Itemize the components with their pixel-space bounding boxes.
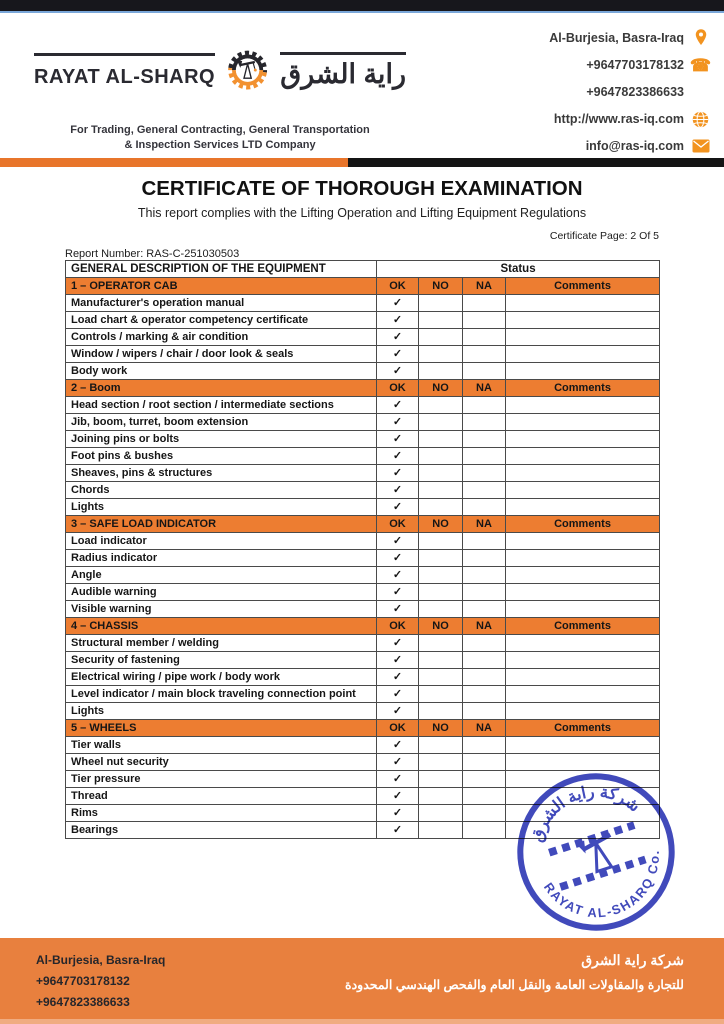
- status-column-header: NA: [463, 380, 506, 397]
- ok-check-mark: ✓: [377, 788, 419, 805]
- na-cell: [463, 737, 506, 754]
- certificate-page: Certificate Page: 2 Of 5: [549, 230, 659, 242]
- na-cell: [463, 295, 506, 312]
- no-cell: [419, 703, 463, 720]
- item-label: Wheel nut security: [66, 754, 377, 771]
- document-footer: [0, 938, 724, 1024]
- comments-cell: [506, 567, 660, 584]
- ok-check-mark: ✓: [377, 567, 419, 584]
- status-column-header: Comments: [506, 618, 660, 635]
- no-cell: [419, 754, 463, 771]
- status-column-header: NA: [463, 516, 506, 533]
- item-label: Jib, boom, turret, boom extension: [66, 414, 377, 431]
- na-cell: [463, 822, 506, 839]
- certificate-meta: [65, 230, 659, 260]
- comments-cell: [506, 584, 660, 601]
- company-tagline: [34, 123, 406, 153]
- divider-orange-bar: [0, 158, 348, 167]
- status-column-header: Comments: [506, 380, 660, 397]
- item-row: [66, 465, 660, 482]
- comments-cell: [506, 533, 660, 550]
- contact-row: [549, 56, 710, 74]
- item-label: Chords: [66, 482, 377, 499]
- no-cell: [419, 329, 463, 346]
- ok-check-mark: ✓: [377, 822, 419, 839]
- no-cell: [419, 567, 463, 584]
- contact-icon-spacer: [691, 83, 710, 102]
- item-label: Joining pins or bolts: [66, 431, 377, 448]
- comments-cell: [506, 499, 660, 516]
- comments-cell: [506, 363, 660, 380]
- na-cell: [463, 448, 506, 465]
- no-cell: [419, 635, 463, 652]
- item-row: [66, 414, 660, 431]
- na-cell: [463, 312, 506, 329]
- contact-text: +9647823386633: [586, 85, 684, 99]
- item-label: Load chart & operator competency certificate: [66, 312, 377, 329]
- no-cell: [419, 669, 463, 686]
- ok-check-mark: ✓: [377, 448, 419, 465]
- na-cell: [463, 771, 506, 788]
- comments-cell: [506, 550, 660, 567]
- item-row: [66, 567, 660, 584]
- comments-cell: [506, 295, 660, 312]
- item-row: [66, 346, 660, 363]
- ok-check-mark: ✓: [377, 686, 419, 703]
- ok-check-mark: ✓: [377, 737, 419, 754]
- no-cell: [419, 431, 463, 448]
- contact-text: Al-Burjesia, Basra-Iraq: [549, 31, 684, 45]
- item-row: [66, 397, 660, 414]
- table-header-status: Status: [377, 261, 660, 278]
- tagline-line-2: & Inspection Services LTD Company: [124, 138, 316, 151]
- document-header: [0, 13, 724, 158]
- examination-table-body: [66, 261, 660, 839]
- section-title: 1 – OPERATOR CAB: [66, 278, 377, 295]
- item-label: Controls / marking & air condition: [66, 329, 377, 346]
- ok-check-mark: ✓: [377, 414, 419, 431]
- ok-check-mark: ✓: [377, 329, 419, 346]
- status-column-header: OK: [377, 516, 419, 533]
- na-cell: [463, 550, 506, 567]
- item-row: [66, 601, 660, 618]
- item-label: Tier pressure: [66, 771, 377, 788]
- ok-check-mark: ✓: [377, 346, 419, 363]
- ok-check-mark: ✓: [377, 397, 419, 414]
- status-column-header: OK: [377, 720, 419, 737]
- comments-cell: [506, 703, 660, 720]
- na-cell: [463, 754, 506, 771]
- svg-text:RAYAT AL-SHARQ Co.: [540, 845, 678, 937]
- na-cell: [463, 703, 506, 720]
- status-column-header: NO: [419, 278, 463, 295]
- item-label: Structural member / welding: [66, 635, 377, 652]
- item-row: [66, 584, 660, 601]
- item-row: [66, 533, 660, 550]
- ok-check-mark: ✓: [377, 601, 419, 618]
- item-label: Manufacturer's operation manual: [66, 295, 377, 312]
- na-cell: [463, 499, 506, 516]
- na-cell: [463, 686, 506, 703]
- status-column-header: NO: [419, 380, 463, 397]
- item-row: [66, 737, 660, 754]
- na-cell: [463, 533, 506, 550]
- ok-check-mark: ✓: [377, 703, 419, 720]
- certificate-title: CERTIFICATE OF THOROUGH EXAMINATION: [141, 177, 583, 200]
- no-cell: [419, 346, 463, 363]
- no-cell: [419, 482, 463, 499]
- no-cell: [419, 533, 463, 550]
- section-title: 5 – WHEELS: [66, 720, 377, 737]
- status-column-header: OK: [377, 618, 419, 635]
- comments-cell: [506, 652, 660, 669]
- item-label: Window / wipers / chair / door look & seals: [66, 346, 377, 363]
- phone-icon: ☎: [689, 55, 712, 75]
- na-cell: [463, 669, 506, 686]
- item-label: Tier walls: [66, 737, 377, 754]
- item-row: [66, 431, 660, 448]
- item-label: Rims: [66, 805, 377, 822]
- envelope-icon: [691, 137, 710, 156]
- contact-row: [549, 137, 710, 155]
- contact-row: [549, 83, 710, 101]
- contact-list: [549, 19, 710, 158]
- item-row: [66, 550, 660, 567]
- contact-row: [549, 110, 710, 128]
- na-cell: [463, 363, 506, 380]
- item-label: Lights: [66, 499, 377, 516]
- na-cell: [463, 788, 506, 805]
- status-column-header: Comments: [506, 516, 660, 533]
- ok-check-mark: ✓: [377, 465, 419, 482]
- ok-check-mark: ✓: [377, 669, 419, 686]
- comments-cell: [506, 737, 660, 754]
- item-label: Radius indicator: [66, 550, 377, 567]
- section-header-row: [66, 278, 660, 295]
- no-cell: [419, 499, 463, 516]
- na-cell: [463, 584, 506, 601]
- contact-text: +9647703178132: [586, 58, 684, 72]
- no-cell: [419, 788, 463, 805]
- section-header-row: [66, 516, 660, 533]
- item-label: Bearings: [66, 822, 377, 839]
- na-cell: [463, 346, 506, 363]
- comments-cell: [506, 601, 660, 618]
- company-stamp: [510, 766, 682, 938]
- item-row: [66, 499, 660, 516]
- table-header-description: GENERAL DESCRIPTION OF THE EQUIPMENT: [66, 261, 377, 278]
- ok-check-mark: ✓: [377, 482, 419, 499]
- pumpjack-gear-logo-icon: [225, 23, 270, 119]
- na-cell: [463, 482, 506, 499]
- comments-cell: [506, 669, 660, 686]
- item-label: Foot pins & bushes: [66, 448, 377, 465]
- ok-check-mark: ✓: [377, 652, 419, 669]
- stamp-latin-text: RAYAT AL-SHARQ Co.: [540, 848, 663, 921]
- ok-check-mark: ✓: [377, 533, 419, 550]
- ok-check-mark: ✓: [377, 771, 419, 788]
- status-column-header: Comments: [506, 278, 660, 295]
- comments-cell: [506, 329, 660, 346]
- no-cell: [419, 448, 463, 465]
- section-header-row: [66, 720, 660, 737]
- no-cell: [419, 397, 463, 414]
- na-cell: [463, 567, 506, 584]
- status-column-header: OK: [377, 278, 419, 295]
- status-column-header: Comments: [506, 720, 660, 737]
- na-cell: [463, 329, 506, 346]
- na-cell: [463, 414, 506, 431]
- header-divider: [0, 158, 724, 167]
- no-cell: [419, 686, 463, 703]
- footer-services-arabic: للتجارة والمقاولات العامة والنقل العام والفحص الهندسي المحدودة: [345, 978, 684, 992]
- table-header-row: [66, 261, 660, 278]
- status-column-header: NA: [463, 720, 506, 737]
- section-title: 2 – Boom: [66, 380, 377, 397]
- contact-text: http://www.ras-iq.com: [553, 112, 684, 126]
- comments-cell: [506, 414, 660, 431]
- comments-cell: [506, 346, 660, 363]
- na-cell: [463, 635, 506, 652]
- no-cell: [419, 465, 463, 482]
- examination-table: [65, 260, 660, 839]
- item-label: Body work: [66, 363, 377, 380]
- item-label: Level indicator / main block traveling connection point: [66, 686, 377, 703]
- location-pin-icon: [691, 29, 710, 48]
- ok-check-mark: ✓: [377, 295, 419, 312]
- company-logo: [34, 19, 406, 158]
- no-cell: [419, 295, 463, 312]
- ok-check-mark: ✓: [377, 550, 419, 567]
- section-title: 4 – CHASSIS: [66, 618, 377, 635]
- section-title: 3 – SAFE LOAD INDICATOR: [66, 516, 377, 533]
- status-column-header: NA: [463, 618, 506, 635]
- ok-check-mark: ✓: [377, 499, 419, 516]
- no-cell: [419, 601, 463, 618]
- item-row: [66, 329, 660, 346]
- certificate-subtitle: This report complies with the Lifting Operation and Lifting Equipment Regulations: [137, 206, 587, 220]
- section-header-row: [66, 618, 660, 635]
- item-row: [66, 295, 660, 312]
- comments-cell: [506, 482, 660, 499]
- item-row: [66, 635, 660, 652]
- comments-cell: [506, 431, 660, 448]
- no-cell: [419, 822, 463, 839]
- item-label: Visible warning: [66, 601, 377, 618]
- item-row: [66, 482, 660, 499]
- item-row: [66, 669, 660, 686]
- contact-row: [549, 29, 710, 47]
- na-cell: [463, 805, 506, 822]
- footer-address: Al-Burjesia, Basra-Iraq: [36, 953, 166, 967]
- comments-cell: [506, 686, 660, 703]
- footer-bottom-strip: [0, 1019, 724, 1024]
- no-cell: [419, 414, 463, 431]
- item-label: Audible warning: [66, 584, 377, 601]
- no-cell: [419, 550, 463, 567]
- no-cell: [419, 584, 463, 601]
- item-label: Angle: [66, 567, 377, 584]
- item-label: Load indicator: [66, 533, 377, 550]
- status-column-header: NA: [463, 278, 506, 295]
- item-label: Electrical wiring / pipe work / body work: [66, 669, 377, 686]
- item-label: Lights: [66, 703, 377, 720]
- na-cell: [463, 465, 506, 482]
- status-column-header: NO: [419, 720, 463, 737]
- na-cell: [463, 601, 506, 618]
- no-cell: [419, 652, 463, 669]
- item-label: Head section / root section / intermediate sections: [66, 397, 377, 414]
- no-cell: [419, 363, 463, 380]
- no-cell: [419, 805, 463, 822]
- item-label: Thread: [66, 788, 377, 805]
- status-column-header: OK: [377, 380, 419, 397]
- section-header-row: [66, 380, 660, 397]
- no-cell: [419, 771, 463, 788]
- comments-cell: [506, 312, 660, 329]
- divider-black-bar: [348, 158, 724, 167]
- globe-icon: [691, 110, 710, 129]
- item-row: [66, 363, 660, 380]
- stamp-arabic-text: شركة راية الشرق: [527, 782, 644, 844]
- na-cell: [463, 397, 506, 414]
- footer-phone-2: +9647823386633: [36, 995, 130, 1009]
- na-cell: [463, 431, 506, 448]
- comments-cell: [506, 397, 660, 414]
- na-cell: [463, 652, 506, 669]
- status-column-header: NO: [419, 516, 463, 533]
- item-label: Security of fastening: [66, 652, 377, 669]
- comments-cell: [506, 448, 660, 465]
- item-label: Sheaves, pins & structures: [66, 465, 377, 482]
- comments-cell: [506, 635, 660, 652]
- item-row: [66, 652, 660, 669]
- ok-check-mark: ✓: [377, 635, 419, 652]
- tagline-line-1: For Trading, General Contracting, General Transportation: [70, 124, 370, 136]
- company-name: RAYAT AL-SHARQ: [34, 53, 215, 89]
- ok-check-mark: ✓: [377, 584, 419, 601]
- item-row: [66, 312, 660, 329]
- ok-check-mark: ✓: [377, 754, 419, 771]
- no-cell: [419, 312, 463, 329]
- ok-check-mark: ✓: [377, 431, 419, 448]
- company-name-arabic: راية الشرق: [280, 52, 406, 90]
- footer-company-arabic: شركة راية الشرق: [581, 952, 684, 968]
- status-column-header: NO: [419, 618, 463, 635]
- item-row: [66, 703, 660, 720]
- ok-check-mark: ✓: [377, 312, 419, 329]
- comments-cell: [506, 465, 660, 482]
- report-number: Report Number: RAS-C-251030503: [65, 248, 240, 260]
- footer-phone-1: +9647703178132: [36, 974, 130, 988]
- item-row: [66, 686, 660, 703]
- top-bar: [0, 0, 724, 13]
- ok-check-mark: ✓: [377, 363, 419, 380]
- ok-check-mark: ✓: [377, 805, 419, 822]
- contact-text: info@ras-iq.com: [585, 139, 684, 153]
- no-cell: [419, 737, 463, 754]
- item-row: [66, 448, 660, 465]
